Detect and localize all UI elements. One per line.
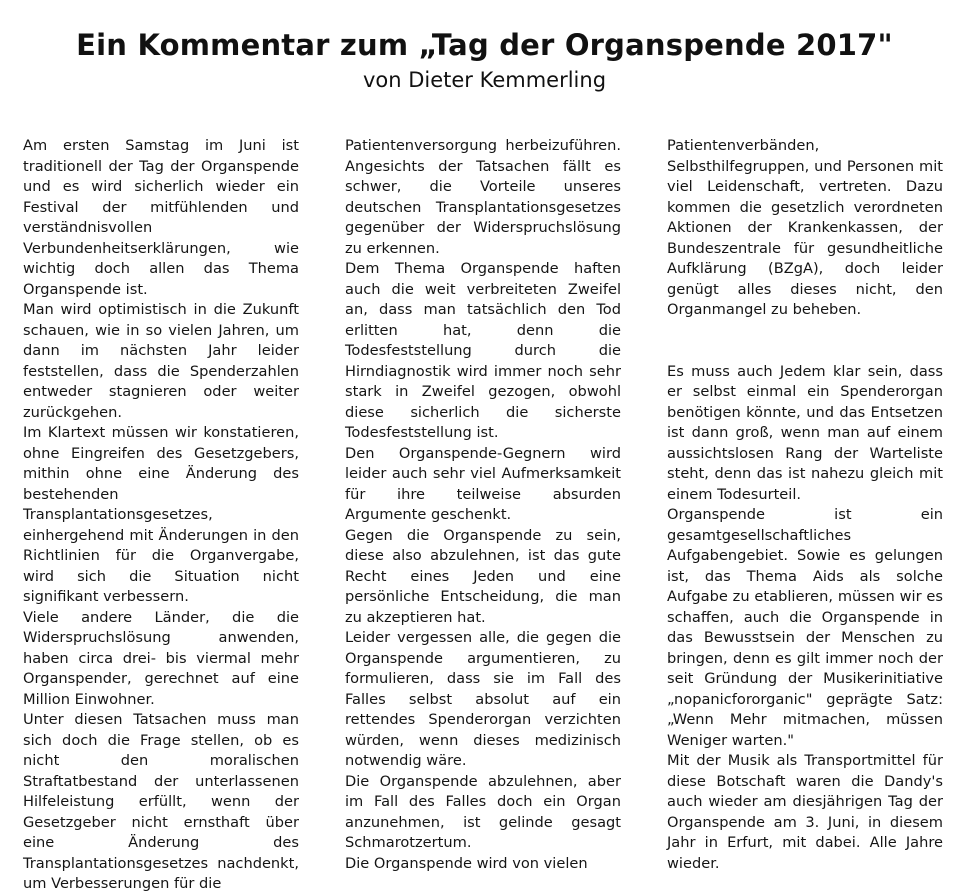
paragraph: Mit der Musik als Transportmittel für diese Botschaft waren die Dandy's auch wieder am diesjährigen Tag der Organspende am 3. Juni, in diesem Jahr in Erfurt, mit dabei. Alle Jahre wieder. <box>667 752 943 872</box>
paragraph: Im Klartext müssen wir konstatieren, ohne Eingreifen des Gesetzgebers, mithin ohne eine Änderung des bestehenden Transplantationsgesetzes, einhergehend mit Änderungen in den Richtlinien für die Organvergabe, wird sich die Situation nicht signifikant verbessern. <box>23 424 299 605</box>
paragraph: Leider vergessen alle, die gegen die Organspende argumentieren, zu formulieren, dass sie im Fall des Falles selbst absolut auf ein rettendes Spenderorgan verzichten würden, wenn dieses medizinisch notwendig wäre. <box>345 629 621 769</box>
paragraph: Am ersten Samstag im Juni ist traditionell der Tag der Organspende und es wird sicherlich wieder ein Festival der mitfühlenden und verständnisvollen Verbundenheitserklärungen, wie wichtig doch allen das Thema Organspende ist. <box>23 137 299 298</box>
paragraph: Patientenverbänden, Selbsthilfegruppen, und Personen mit viel Leidenschaft, vertreten. Dazu kommen die gesetzlich verordneten Aktionen der Krankenkassen, der Bundeszentrale für gesundheitliche Aufklärung (BZgA), doch leider genügt alles dieses nicht, den Organmangel zu beheben. <box>667 137 943 318</box>
paragraph: Unter diesen Tatsachen muss man sich doch die Frage stellen, ob es nicht den moralischen Straftatbestand der unterlassenen Hilfeleistung erfüllt, wenn der Gesetzgeber nicht ernsthaft über eine Änderung des Transplantationsgesetzes nachdenkt, um Verbesserungen für die <box>23 711 299 892</box>
paragraph: Viele andere Länder, die die Widerspruchslösung anwenden, haben circa drei- bis viermal mehr Organspender, gerechnet auf eine Million Einwohner. <box>23 608 299 708</box>
paragraph: Dem Thema Organspende haften auch die weit verbreiteten Zweifel an, dass man tatsächlich den Tod erlitten hat, denn die Todesfeststellung durch die Hirndiagnostik wird immer noch sehr stark in Zweifel gezogen, obwohl diese sicherlich die sicherste Todesfeststellung ist. <box>345 260 621 441</box>
article-title: Ein Kommentar zum „Tag der Organspende 2017" <box>76 28 893 62</box>
text-column-1 <box>23 136 299 895</box>
paragraph: Die Organspende abzulehnen, aber im Fall des Falles doch ein Organ anzunehmen, ist gelinde gesagt Schmarotzertum. <box>345 772 621 851</box>
paragraph: Den Organspende-Gegnern wird leider auch sehr viel Aufmerksamkeit für ihre teilweise absurden Argumente geschenkt. <box>345 444 621 523</box>
paragraph: Patientenversorgung herbeizuführen. Angesichts der Tatsachen fällt es schwer, die Vorteile unseres deutschen Transplantationsgesetzes gegenüber der Widerspruchslösung zu erkennen. <box>345 137 621 257</box>
paragraph-gap <box>667 321 943 362</box>
article-byline: von Dieter Kemmerling <box>362 68 607 92</box>
paragraph: Es muss auch Jedem klar sein, dass er selbst einmal ein Spenderorgan benötigen könnte, und das Entsetzen ist dann groß, wenn man auf einem aussichtslosen Rang der Warteliste steht, denn das ist nahezu gleich mit einem Todesurteil. <box>667 362 943 503</box>
text-column-3 <box>667 136 943 874</box>
paragraph: Die Organspende wird von vielen <box>345 854 588 872</box>
text-column-2 <box>345 136 621 874</box>
paragraph: Organspende ist ein gesamtgesellschaftliches Aufgabengebiet. Sowie es gelungen ist, das Thema Aids als solche Aufgabe zu etablieren, müssen wir es schaffen, auch die Organspende in das Bewusstsein der Menschen zu bringen, denn es gilt immer noch der seit Gründung der Musikerinitiative „nopanicfororganic" geprägte Satz: „Wenn Mehr mitmachen, müssen Weniger warten." <box>667 506 943 749</box>
paragraph: Man wird optimistisch in die Zukunft schauen, wie in so vielen Jahren, um dann im nächsten Jahr leider feststellen, dass die Spenderzahlen entweder stagnieren oder weiter zurückgehen. <box>23 301 299 421</box>
paragraph: Gegen die Organspende zu sein, diese also abzulehnen, ist das gute Recht eines Jeden und eine persönliche Entscheidung, die man zu akzeptieren hat. <box>345 526 621 626</box>
